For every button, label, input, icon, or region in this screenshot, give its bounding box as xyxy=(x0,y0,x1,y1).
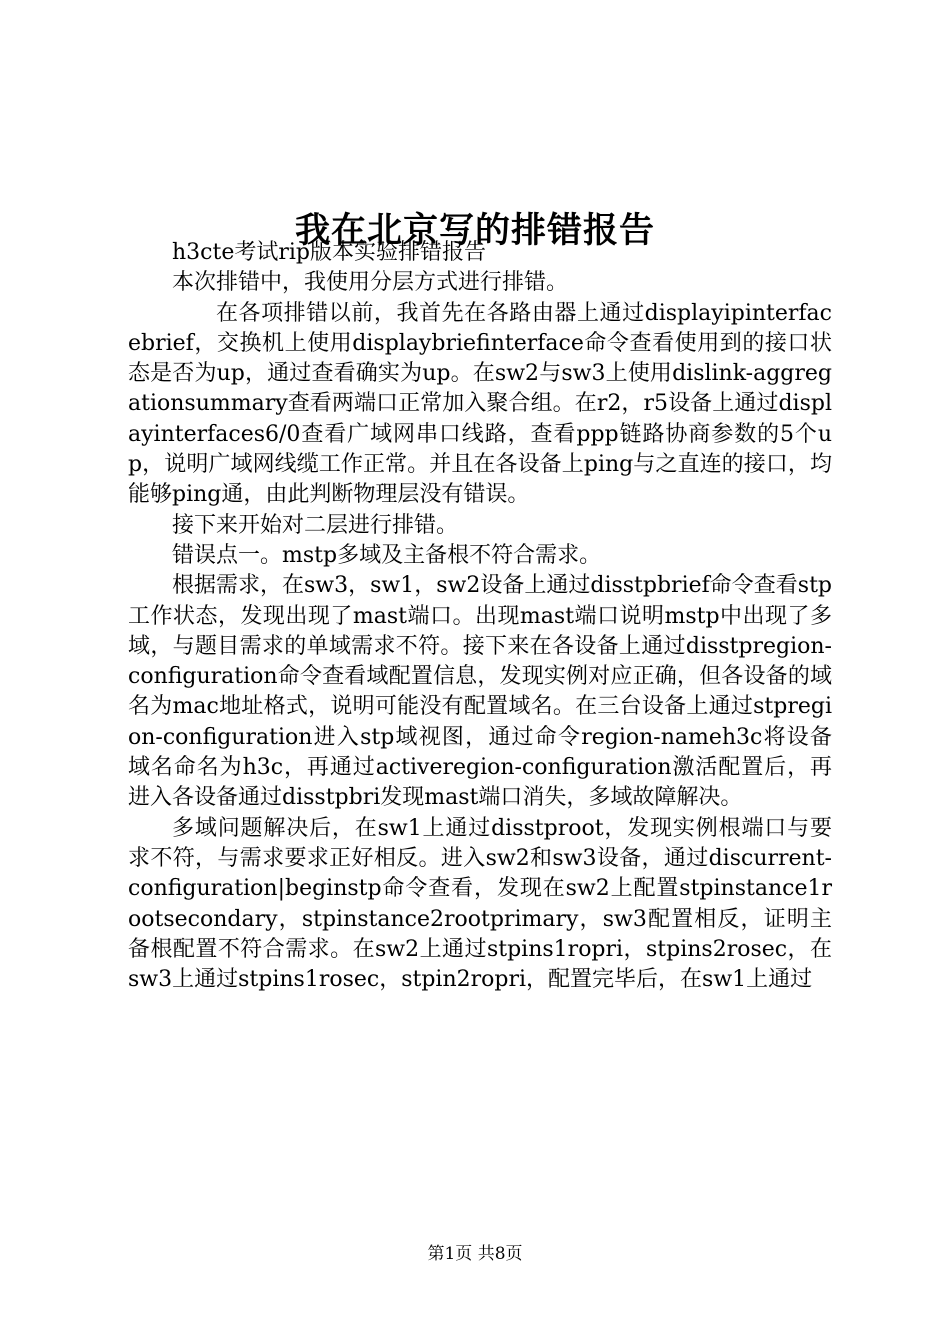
paragraph-layer2-intro: 接下来开始对二层进行排错。 xyxy=(172,512,459,538)
paragraph-method: 本次排错中，我使用分层方式进行排错。 xyxy=(172,270,569,296)
page-footer: 第1页 共8页 xyxy=(427,1244,523,1264)
paragraph-subtitle: h3cte考试rip版本实验排错报告 xyxy=(172,240,486,265)
document-body xyxy=(128,238,832,995)
document-title: 我在北京写的排错报告 xyxy=(294,210,655,252)
paragraph-root-bridge: 多域问题解决后，在sw1上通过disstproot，发现实例根端口与要求不符，与需求要求正好相反。进入sw2和sw3设备，通过discurrent-configuration|beginstp命令查看，发现在sw2上配置stpinstance1rootsecondary，stpinstance2rootprimary，sw3配置相反，证明主备根配置不符合需求。在sw2上通过stpins1ropri，stpins2rosec，在sw3上通过stpins1rosec，stpin2ropri，配置完毕后，在sw1上通过 xyxy=(128,815,832,993)
paragraph-physical-layer: 在各项排错以前，我首先在各路由器上通过displayipinterfacebrief，交换机上使用displaybriefinterface命令查看使用到的接口状态是否为up，通过查看确实为up。在sw2与sw3上使用dislink-aggregationsummary查看两端口正常加入聚合组。在r2，r5设备上通过displayinterfaces6/0查看广域网串口线路，查看ppp链路协商参数的5个up，说明广域网线缆工作正常。并且在各设备上ping与之直连的接口，均能够ping通，由此判断物理层没有错误。 xyxy=(128,300,832,508)
paragraph-mstp-region: 根据需求，在sw3，sw1，sw2设备上通过disstpbrief命令查看stp工作状态，发现出现了mast端口。出现mast端口说明mstp中出现了多域，与题目需求的单域需求不符。接下来在各设备上通过disstpregion-configuration命令查看域配置信息，发现实例对应正确，但各设备的域名为mac地址格式，说明可能没有配置域名。在三台设备上通过stpregion-configuration进入stp域视图，通过命令region-nameh3c将设备域名命名为h3c，再通过activeregion-configuration激活配置后，再进入各设备通过disstpbri发现mast端口消失，多域故障解决。 xyxy=(128,573,832,811)
paragraph-error-point-1: 错误点一。mstp多域及主备根不符合需求。 xyxy=(172,542,602,568)
